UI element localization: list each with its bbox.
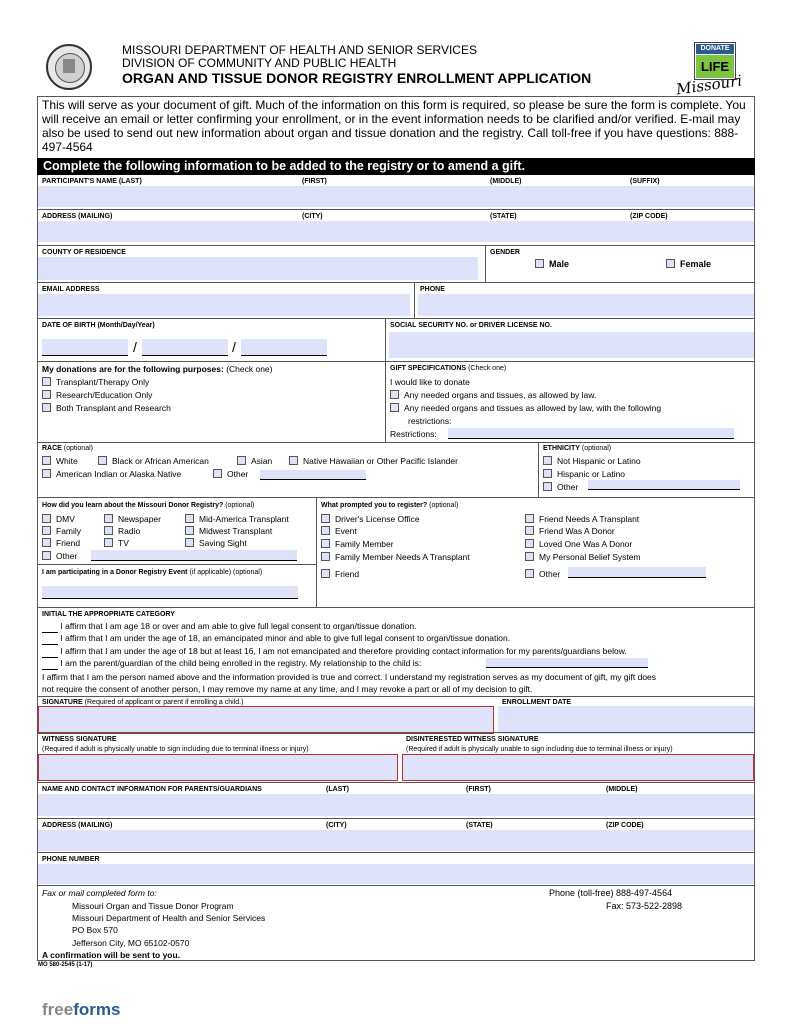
race-white[interactable]: White — [42, 455, 78, 467]
donation-option-both[interactable]: Both Transplant and Research — [42, 402, 171, 414]
divider — [37, 696, 755, 697]
logo-donate-text: DONATE — [696, 44, 734, 54]
divider — [37, 442, 755, 443]
label-county: COUNTY OF RESIDENCE — [42, 249, 126, 256]
divider — [37, 361, 755, 362]
divider — [37, 497, 755, 498]
learn-radio[interactable]: Radio — [104, 525, 140, 537]
mail-line-4: Jefferson City, MO 65102-0570 — [72, 938, 190, 948]
gender-male[interactable]: Male — [535, 258, 569, 270]
prompted-friend[interactable]: Friend — [321, 568, 359, 580]
divider — [37, 282, 755, 283]
checkbox[interactable] — [185, 526, 194, 535]
restrictions-field[interactable] — [448, 428, 734, 439]
initial-row-a[interactable]: I affirm that I am age 18 or over and am able to give full legal consent to organ/tissue donation. — [42, 620, 417, 633]
checkbox[interactable] — [42, 403, 51, 412]
department-name: MISSOURI DEPARTMENT OF HEALTH AND SENIOR SERVICES — [122, 43, 477, 57]
label-participant-last: PARTICIPANT'S NAME (LAST) — [42, 178, 142, 185]
donation-option-transplant[interactable]: Transplant/Therapy Only — [42, 376, 149, 388]
checkbox[interactable] — [104, 514, 113, 523]
gender-female[interactable]: Female — [666, 258, 711, 270]
label-email: EMAIL ADDRESS — [42, 286, 100, 293]
checkbox[interactable] — [525, 569, 534, 578]
checkbox-male[interactable] — [535, 259, 544, 268]
parents-address-label: ADDRESS (MAILING) — [42, 822, 113, 829]
label-city: (CITY) — [302, 213, 323, 220]
learn-mid-america[interactable]: Mid-America Transplant — [185, 513, 289, 525]
checkbox[interactable] — [321, 514, 330, 523]
gift-restrictions-cont: restrictions: — [408, 416, 452, 426]
logo-life-text: LIFE — [696, 55, 734, 78]
prompted-other-field[interactable] — [568, 567, 706, 578]
prompted-friend-donor[interactable]: Friend Was A Donor — [525, 525, 615, 537]
parents-name-field[interactable] — [38, 794, 754, 816]
label-gender: GENDER — [490, 249, 520, 256]
ethnicity-other-field[interactable] — [588, 480, 740, 490]
checkbox[interactable] — [321, 526, 330, 535]
learn-other[interactable]: Other — [42, 550, 77, 562]
gift-intro: I would like to donate — [390, 377, 470, 387]
witness-signature-field[interactable] — [38, 754, 398, 781]
contact-fax: Fax: 573-522-2898 — [606, 901, 683, 911]
divider — [37, 607, 755, 608]
division-name: DIVISION OF COMMUNITY AND PUBLIC HEALTH — [122, 56, 397, 70]
parents-city-label: (CITY) — [326, 822, 347, 829]
prompted-event[interactable]: Event — [321, 525, 357, 537]
checkbox[interactable] — [321, 552, 330, 561]
divider — [37, 782, 755, 783]
disinterested-witness-label: DISINTERESTED WITNESS SIGNATURE — [406, 736, 539, 743]
checkbox[interactable] — [390, 390, 399, 399]
learn-saving-sight[interactable]: Saving Sight — [185, 537, 247, 549]
checkbox[interactable] — [185, 514, 194, 523]
email-field[interactable] — [38, 294, 410, 316]
checkbox[interactable] — [98, 456, 107, 465]
divider — [37, 564, 316, 565]
checkbox[interactable] — [543, 469, 552, 478]
initial-row-d[interactable]: I am the parent/guardian of the child being enrolled in the registry. My relationship to the child is: — [42, 657, 421, 670]
checkbox[interactable] — [42, 538, 51, 547]
label-address: ADDRESS (MAILING) — [42, 213, 113, 220]
prompted-belief[interactable]: My Personal Belief System — [525, 551, 641, 563]
checkbox[interactable] — [543, 482, 552, 491]
relationship-field[interactable] — [486, 658, 648, 668]
checkbox[interactable] — [321, 539, 330, 548]
divider — [37, 318, 755, 319]
checkbox[interactable] — [321, 569, 330, 578]
race-black[interactable]: Black or African American — [98, 455, 209, 467]
divider — [485, 245, 486, 282]
checkbox[interactable] — [390, 403, 399, 412]
divider — [538, 442, 539, 497]
contact-phone: Phone (toll-free) 888-497-4564 — [549, 888, 673, 898]
race-native[interactable]: American Indian or Alaska Native — [42, 468, 181, 480]
label-zip: (ZIP CODE) — [630, 213, 668, 220]
checkbox[interactable] — [213, 469, 222, 478]
county-field[interactable] — [38, 257, 478, 280]
parents-first-label: (FIRST) — [466, 786, 491, 793]
checkbox[interactable] — [42, 377, 51, 386]
learn-other-field[interactable] — [91, 550, 297, 561]
initial-row-c[interactable]: I affirm that I am under the age of 18 but at least 16, I am not emancipated and therefore providing contact information for my parents/guardians below. — [42, 645, 627, 658]
ethnicity-not-hispanic[interactable]: Not Hispanic or Latino — [543, 455, 641, 467]
section-bar: Complete the following information to be added to the registry or to amend a gift. — [37, 158, 755, 175]
race-other[interactable]: Other — [213, 468, 248, 480]
confirmation-note: A confirmation will be sent to you. — [42, 950, 181, 960]
divider — [37, 885, 755, 886]
label-first: (FIRST) — [302, 178, 327, 185]
checkbox[interactable] — [237, 456, 246, 465]
mail-line-2: Missouri Department of Health and Senior Services — [72, 913, 266, 923]
learn-newspaper[interactable]: Newspaper — [104, 513, 161, 525]
prompted-family-transplant[interactable]: Family Member Needs A Transplant — [321, 551, 470, 563]
parents-phone-label: PHONE NUMBER — [42, 856, 100, 863]
parents-phone-field[interactable] — [38, 864, 754, 884]
checkbox[interactable] — [525, 552, 534, 561]
intro-text: This will serve as your document of gift. Much of the information on this form is required, so please be sure the form is complete. You will receive an email or letter confirming your enrollment, or in the event information needs to be clarified and/or verified. E-mail may also be used to send out new information about organ and tissue donation and the registry. Call toll-free if you have questions: 888-497-4564 — [42, 98, 746, 154]
witness-note: (Required if adult is physically unable to sign including due to terminal illness or injury) — [42, 746, 309, 753]
prompted-loved-one[interactable]: Loved One Was A Donor — [525, 538, 632, 550]
missouri-state-seal — [46, 44, 92, 90]
prompted-drivers-license[interactable]: Driver's License Office — [321, 513, 420, 525]
checkbox[interactable] — [42, 456, 51, 465]
dob-day-field[interactable] — [142, 339, 228, 356]
enrollment-date-label: ENROLLMENT DATE — [502, 699, 572, 706]
label-phone: PHONE — [420, 286, 445, 293]
checkbox[interactable] — [42, 390, 51, 399]
learn-midwest[interactable]: Midwest Transplant — [185, 525, 272, 537]
learn-friend[interactable]: Friend — [42, 537, 80, 549]
checkbox[interactable] — [185, 538, 194, 547]
gift-option-restricted[interactable]: Any needed organs and tissues as allowed by law, with the following — [390, 402, 661, 414]
signature-field[interactable] — [38, 706, 494, 734]
parents-middle-label: (MIDDLE) — [606, 786, 638, 793]
checkbox[interactable] — [42, 551, 51, 560]
checkbox[interactable] — [104, 526, 113, 535]
parents-state-label: (STATE) — [466, 822, 493, 829]
mail-line-1: Missouri Organ and Tissue Donor Program — [72, 901, 234, 911]
address-field[interactable] — [38, 221, 754, 242]
checkbox[interactable] — [525, 539, 534, 548]
race-hawaiian[interactable]: Native Hawaiian or Other Pacific Islander — [289, 455, 458, 467]
dob-separator: / — [232, 339, 236, 355]
mail-heading: Fax or mail completed form to: — [42, 888, 157, 898]
initial-heading: INITIAL THE APPROPRIATE CATEGORY — [42, 611, 175, 618]
event-field[interactable] — [42, 586, 298, 599]
ethnicity-hispanic[interactable]: Hispanic or Latino — [543, 468, 625, 480]
checkbox-female[interactable] — [666, 259, 675, 268]
label-dob: DATE OF BIRTH (Month/Day/Year) — [42, 322, 155, 329]
checkbox[interactable] — [42, 469, 51, 478]
checkbox[interactable] — [42, 526, 51, 535]
divider — [37, 209, 755, 210]
label-middle: (MIDDLE) — [490, 178, 522, 185]
event-heading: I am participating in a Donor Registry Event (if applicable) (optional) — [42, 569, 263, 576]
parents-zip-label: (ZIP CODE) — [606, 822, 644, 829]
freeforms-logo[interactable]: freeforms — [42, 1000, 121, 1019]
restrictions-label: Restrictions: — [390, 429, 437, 439]
dob-year-field[interactable] — [241, 339, 327, 356]
label-suffix: (SUFFIX) — [630, 178, 660, 185]
form-title: ORGAN AND TISSUE DONOR REGISTRY ENROLLMENT APPLICATION — [122, 70, 592, 86]
logo-missouri-script: Missouri — [675, 71, 744, 99]
donation-option-research[interactable]: Research/Education Only — [42, 389, 152, 401]
enrollment-date-field[interactable] — [498, 706, 754, 734]
gift-heading: GIFT SPECIFICATIONS (Check one) — [390, 365, 507, 372]
ethnicity-heading: ETHNICITY (optional) — [543, 445, 612, 452]
dob-separator: / — [133, 339, 137, 355]
divider — [414, 282, 415, 318]
checkbox[interactable] — [543, 456, 552, 465]
parents-heading: NAME AND CONTACT INFORMATION FOR PARENTS/GUARDIANS — [42, 786, 262, 793]
signature-heading: SIGNATURE (Required of applicant or parent if enrolling a child.) — [42, 699, 244, 706]
label-state: (STATE) — [490, 213, 517, 220]
divider — [37, 852, 755, 853]
checkbox[interactable] — [289, 456, 298, 465]
prompted-other[interactable]: Other — [525, 568, 560, 580]
initial-field[interactable] — [42, 632, 58, 645]
phone-field[interactable] — [418, 294, 754, 316]
checkbox[interactable] — [525, 514, 534, 523]
race-heading: RACE (optional) — [42, 445, 93, 452]
affirm-line-1: I affirm that I am the person named above and the information provided is true and correct. I understand my registration serves as my document of gift, my gift does — [42, 672, 657, 682]
learn-tv[interactable]: TV — [104, 537, 129, 549]
checkbox[interactable] — [104, 538, 113, 547]
gift-option-any[interactable]: Any needed organs and tissues, as allowed by law. — [390, 389, 596, 401]
donations-heading: My donations are for the following purposes: (Check one) — [42, 364, 273, 374]
divider — [37, 245, 755, 246]
checkbox[interactable] — [525, 526, 534, 535]
prompted-family-member[interactable]: Family Member — [321, 538, 394, 550]
label-ssn: SOCIAL SECURITY NO. or DRIVER LICENSE NO. — [390, 322, 552, 329]
divider — [37, 732, 755, 733]
learn-dmv[interactable]: DMV — [42, 513, 75, 525]
dob-month-field[interactable] — [42, 339, 128, 356]
divider — [37, 818, 755, 819]
initial-row-b[interactable]: I affirm that I am under the age of 18, an emancipated minor and able to give full legal consent to organ/tissue donation. — [42, 632, 510, 645]
divider — [316, 497, 317, 607]
parents-last-label: (LAST) — [326, 786, 349, 793]
learn-family[interactable]: Family — [42, 525, 81, 537]
race-asian[interactable]: Asian — [237, 455, 272, 467]
witness-label: WITNESS SIGNATURE — [42, 736, 117, 743]
participant-name-field[interactable] — [38, 186, 754, 207]
checkbox[interactable] — [42, 514, 51, 523]
ssn-field[interactable] — [389, 332, 754, 358]
disinterested-witness-note: (Required if adult is physically unable to sign including due to terminal illness or injury) — [406, 746, 673, 753]
prompted-friend-transplant[interactable]: Friend Needs A Transplant — [525, 513, 639, 525]
ethnicity-other[interactable]: Other — [543, 481, 578, 493]
disinterested-witness-field[interactable] — [402, 754, 754, 781]
form-number: MO 580-2545 (1-17) — [38, 962, 93, 968]
learn-heading: How did you learn about the Missouri Donor Registry? (optional) — [42, 502, 255, 509]
divider — [385, 318, 386, 442]
mail-line-3: PO Box 570 — [72, 925, 118, 935]
parents-address-field[interactable] — [38, 830, 754, 851]
initial-field[interactable] — [42, 657, 58, 670]
affirm-line-2: not require the consent of another person, I may remove my name at any time, and I may revoke a part or all of my decision to gift. — [42, 684, 533, 694]
race-other-field[interactable] — [260, 470, 366, 480]
prompted-heading: What prompted you to register? (optional) — [321, 502, 459, 509]
